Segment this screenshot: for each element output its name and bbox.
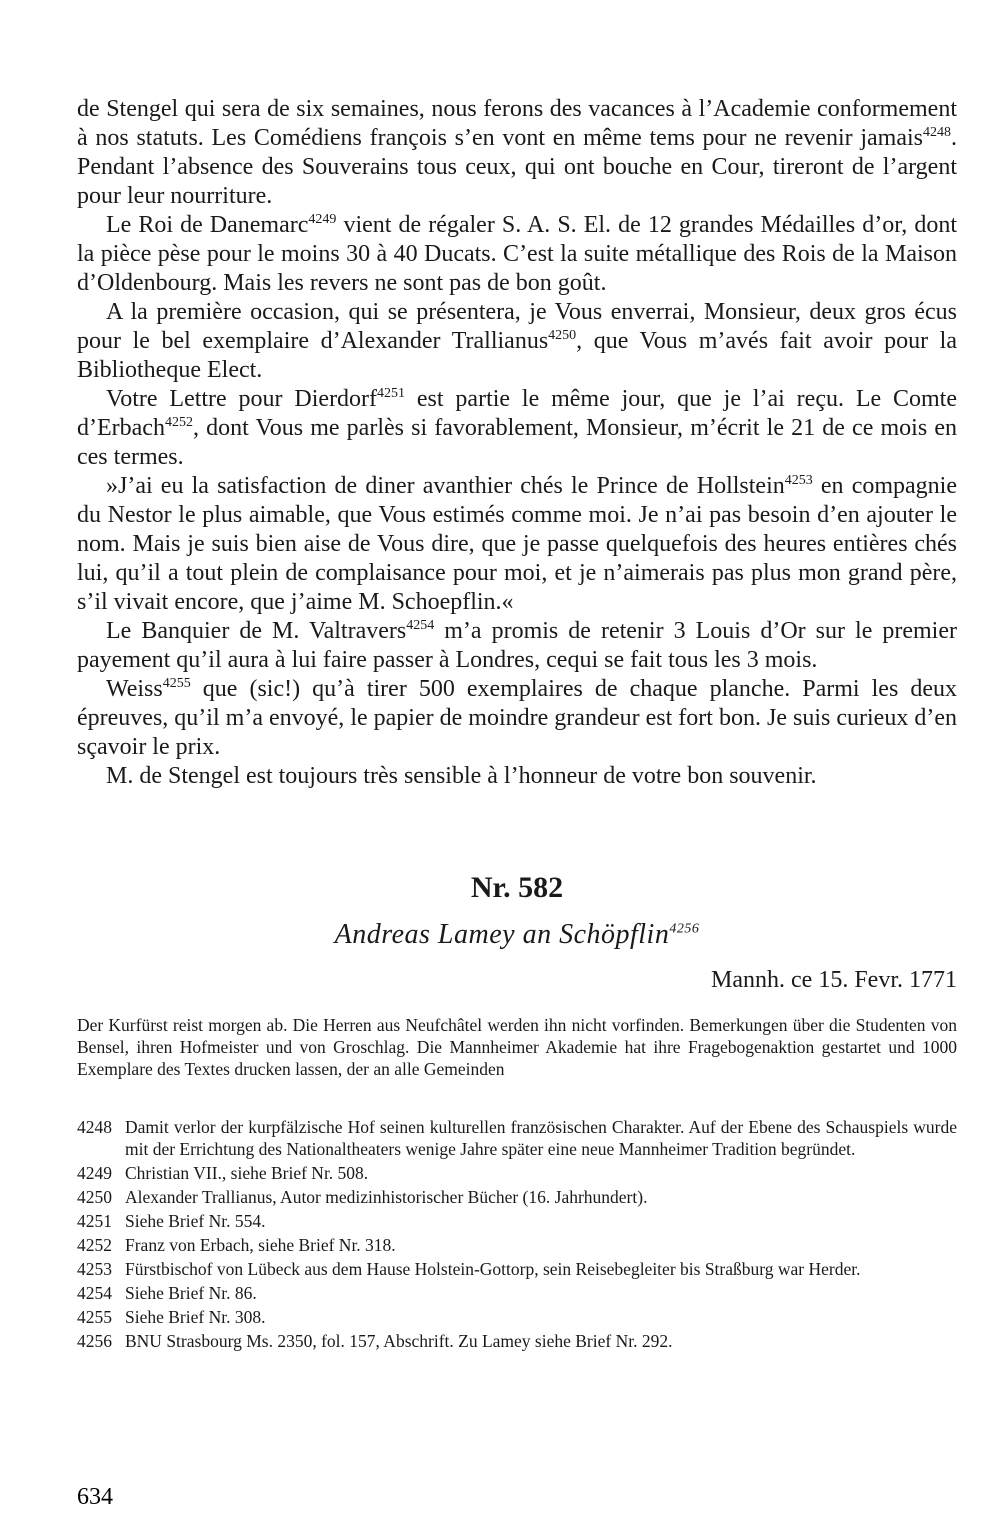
letter-summary: Der Kurfürst reist morgen ab. Die Herren aus Neufchâtel werden ihn nicht vorfinden. Bemerkungen über die Studenten von Bensel, ihren Hofmeister und von Groschlag. Die Mannheimer Akademie hat ihre Fragebogenaktion gestartet und 1000 Exemplare des Textes drucken lassen, der an alle Gemeinden (77, 1015, 957, 1079)
footnote (77, 1282, 957, 1304)
footnote (77, 1330, 957, 1352)
footnote-ref[interactable]: 4256 (669, 921, 700, 937)
dateline: Mannh. ce 15. Fevr. 1771 (711, 967, 957, 993)
footnote-number: 4249 (77, 1163, 112, 1183)
footnote-text: BNU Strasbourg Ms. 2350, fol. 157, Abschrift. Zu Lamey siehe Brief Nr. 292. (125, 1331, 673, 1351)
footnote-number: 4255 (77, 1307, 112, 1327)
paragraph-3: A la première occasion, qui se présentera, je Vous enverrai, Monsieur, deux gros écus pour le bel exemplaire d’Alexander Trallianus$^{4250}$, que Vous m’avés fait avoir pour la Bibliotheque Elect. (77, 299, 957, 383)
footnote (77, 1234, 957, 1256)
paragraph-4: Votre Lettre pour Dierdorf$^{4251}$ est partie le même jour, que je l’ai reçu. Le Comte d’Erbach$^{4252}$, dont Vous me parlès si favorablement, Monsieur, m’écrit le 21 de ce mois en ces termes. (77, 386, 957, 470)
footnote-ref[interactable]: 4255 (162, 676, 191, 691)
footnote-number: 4248 (77, 1117, 112, 1137)
footnote-text: Siehe Brief Nr. 308. (125, 1307, 266, 1327)
paragraph-1: de Stengel qui sera de six semaines, nous ferons des vacances à l’Academie conformement à nos statuts. Les Comédiens françois s’en vont en même tems pour ne revenir jamais$^{4248}$. Pendant l’absence des Souverains tous ceux, qui ont bouche en Cour, tireront de l’argent pour leur nourriture. (77, 96, 957, 209)
page-number: 634 (77, 1484, 113, 1510)
footnote-ref[interactable]: 4254 (406, 618, 435, 633)
paragraph-7: Weiss$^{4255}$ que (sic!) qu’à tirer 500 exemplaires de chaque planche. Parmi les deux épreuves, qu’il m’a envoyé, le papier de moindre grandeur est fort bon. Je suis curieux d’en sçavoir le prix. (77, 676, 957, 760)
footnote (77, 1116, 957, 1160)
footnote-text: Siehe Brief Nr. 86. (125, 1283, 257, 1303)
footnote-number: 4250 (77, 1187, 112, 1207)
footnote-ref[interactable]: 4253 (784, 473, 813, 488)
footnote-number: 4256 (77, 1331, 112, 1351)
paragraph-5: »J’ai eu la satisfaction de diner avanthier chés le Prince de Hollstein$^{4253}$ en compagnie du Nestor le plus aimable, que Vous estimés comme moi. Je n’ai pas besoin d’en ajouter le nom. Mais je suis bien aise de Vous dire, que je passe quelquefois des heures entières chés lui, qu’il a tout plein de complaisance pour moi, et je n’aimerais pas plus mon grand père, s’il vivait encore, que j’aime M. Schoepflin.« (77, 473, 957, 615)
footnote-text: Alexander Trallianus, Autor medizinhistorischer Bücher (16. Jahrhundert). (125, 1187, 648, 1207)
footnotes (77, 1116, 957, 1352)
footnote-ref[interactable]: 4252 (164, 415, 193, 430)
footnote-ref[interactable]: 4248 (923, 125, 951, 140)
footnote (77, 1210, 957, 1232)
paragraph-6: Le Banquier de M. Valtravers$^{4254}$ m’a promis de retenir 3 Louis d’Or sur le premier payement qu’il aura à lui faire passer à Londres, cequi se fait tous les 3 mois. (77, 618, 957, 673)
footnote (77, 1162, 957, 1184)
footnote-ref[interactable]: 4250 (548, 328, 577, 343)
footnote-text: Siehe Brief Nr. 554. (125, 1211, 266, 1231)
footnote-text: Franz von Erbach, siehe Brief Nr. 318. (125, 1235, 396, 1255)
footnote-ref[interactable]: 4249 (308, 212, 337, 227)
footnote (77, 1306, 957, 1328)
footnote-number: 4251 (77, 1211, 112, 1231)
letter-title: Andreas Lamey an Schöpflin$^{4256}$ (334, 919, 700, 950)
letter-number: Nr. 582 (470, 871, 564, 904)
footnote-number: 4253 (77, 1259, 112, 1279)
footnote (77, 1258, 957, 1280)
footnote-number: 4254 (77, 1283, 112, 1303)
paragraph-8: M. de Stengel est toujours très sensible à l’honneur de votre bon souvenir. (106, 763, 817, 789)
page (77, 95, 957, 1354)
footnote-number: 4252 (77, 1235, 112, 1255)
letter-body (77, 95, 957, 791)
footnote-ref[interactable]: 4251 (377, 386, 406, 401)
footnote (77, 1186, 957, 1208)
footnote-text: Christian VII., siehe Brief Nr. 508. (125, 1163, 369, 1183)
footnote-text: Damit verlor der kurpfälzische Hof seinen kulturellen französischen Charakter. Auf der Ebene des Schauspiels wurde mit der Errichtung des Nationaltheaters wenige Jahre später eine neue Mannheimer Tradition begründet. (125, 1117, 957, 1159)
footnote-text: Fürstbischof von Lübeck aus dem Hause Holstein-Gottorp, sein Reisebegleiter bis Straßburg war Herder. (125, 1259, 861, 1279)
paragraph-2: Le Roi de Danemarc$^{4249}$ vient de régaler S. A. S. El. de 12 grandes Médailles d’or, dont la pièce pèse pour le moins 30 à 40 Ducats. C’est la suite métallique des Rois de la Maison d’Oldenbourg. Mais les revers ne sont pas de bon goût. (77, 212, 957, 296)
